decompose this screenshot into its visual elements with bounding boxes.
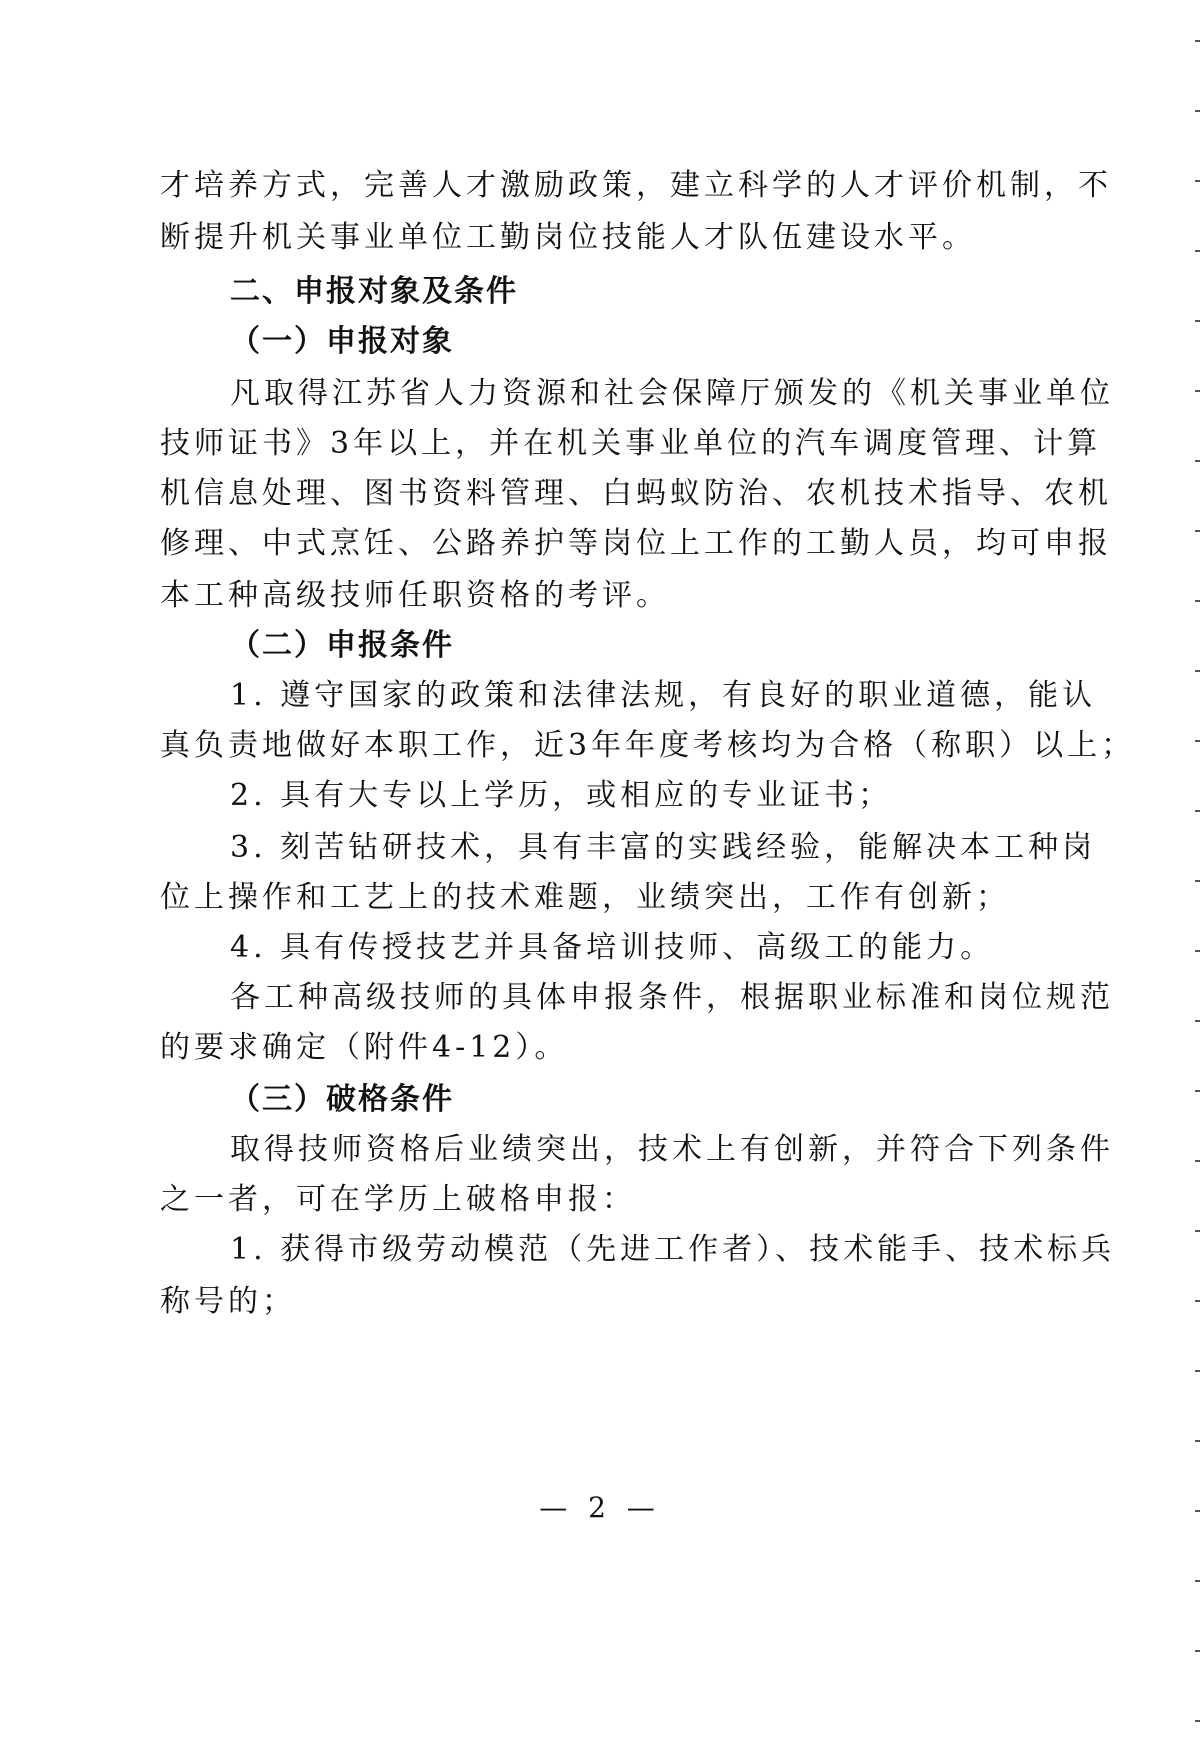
- body-line: 称号的；: [160, 1284, 296, 1319]
- margin-tick: [1195, 1650, 1200, 1652]
- body-line: 1. 遵守国家的政策和法律法规，有良好的职业道德，能认: [230, 678, 1097, 713]
- body-line: 断提升机关事业单位工勤岗位技能人才队伍建设水平。: [160, 220, 976, 255]
- margin-tick: [1195, 600, 1200, 602]
- body-line: 各工种高级技师的具体申报条件，根据职业标准和岗位规范: [230, 980, 1114, 1015]
- margin-tick: [1195, 320, 1200, 322]
- page-number: — 2 —: [539, 1491, 661, 1524]
- margin-tick: [1195, 460, 1200, 462]
- margin-tick: [1195, 1370, 1200, 1372]
- margin-tick: [1195, 1090, 1200, 1092]
- margin-tick: [1195, 1300, 1200, 1302]
- margin-tick: [1195, 880, 1200, 882]
- margin-tick: [1195, 390, 1200, 392]
- body-line: 3. 刻苦钻研技术，具有丰富的实践经验，能解决本工种岗: [230, 830, 1097, 865]
- margin-tick: [1195, 950, 1200, 952]
- body-line: 位上操作和工艺上的技术难题，业绩突出，工作有创新；: [160, 880, 1010, 915]
- body-line: 凡取得江苏省人力资源和社会保障厅颁发的《机关事业单位: [230, 376, 1114, 411]
- margin-tick: [1195, 1510, 1200, 1512]
- body-line: 机信息处理、图书资料管理、白蚂蚁防治、农机技术指导、农机: [160, 476, 1112, 511]
- margin-tick: [1195, 1160, 1200, 1162]
- margin-tick: [1195, 1440, 1200, 1442]
- margin-tick: [1195, 1230, 1200, 1232]
- body-line: 4. 具有传授技艺并具备培训技师、高级工的能力。: [230, 930, 995, 965]
- body-line: 真负责地做好本职工作，近3年年度考核均为合格（称职）以上；: [160, 728, 1136, 763]
- margin-tick: [1195, 250, 1200, 252]
- section-heading: 二、申报对象及条件: [230, 274, 518, 309]
- subsection-heading: （一）申报对象: [230, 324, 454, 359]
- body-line: 2. 具有大专以上学历，或相应的专业证书；: [230, 778, 893, 813]
- margin-tick: [1195, 180, 1200, 182]
- body-line: 的要求确定（附件4-12）。: [160, 1030, 569, 1065]
- margin-tick: [1195, 670, 1200, 672]
- margin-tick: [1195, 110, 1200, 112]
- margin-tick: [1195, 1580, 1200, 1582]
- margin-tick: [1195, 530, 1200, 532]
- body-line: 才培养方式，完善人才激励政策，建立科学的人才评价机制，不: [160, 168, 1112, 203]
- body-line: 修理、中式烹饪、公路养护等岗位上工作的工勤人员，均可申报: [160, 526, 1112, 561]
- margin-tick: [1195, 810, 1200, 812]
- binding-margin-marks: [1186, 0, 1200, 1754]
- subsection-heading: （三）破格条件: [230, 1082, 454, 1117]
- margin-tick: [1195, 1720, 1200, 1722]
- body-line: 1. 获得市级劳动模范（先进工作者）、技术能手、技术标兵: [230, 1232, 1116, 1267]
- body-line: 本工种高级技师任职资格的考评。: [160, 578, 670, 613]
- margin-tick: [1195, 1020, 1200, 1022]
- body-line: 技师证书》3年以上，并在机关事业单位的汽车调度管理、计算: [160, 426, 1102, 461]
- body-line: 取得技师资格后业绩突出，技术上有创新，并符合下列条件: [230, 1132, 1114, 1167]
- margin-tick: [1195, 40, 1200, 42]
- subsection-heading: （二）申报条件: [230, 628, 454, 663]
- margin-tick: [1195, 740, 1200, 742]
- body-line: 之一者，可在学历上破格申报：: [160, 1182, 636, 1217]
